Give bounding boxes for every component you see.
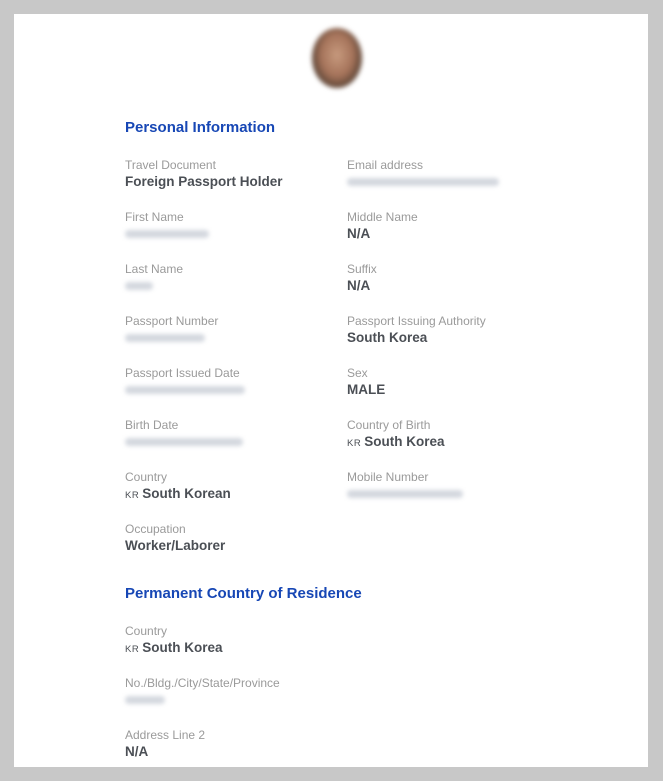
field-passport-number (125, 314, 335, 342)
suffix-label: Suffix (347, 262, 377, 276)
field-country-of-birth (347, 418, 557, 452)
field-first-name (125, 210, 335, 238)
suffix-value: N/A (347, 278, 371, 293)
country-of-birth-value (347, 433, 557, 452)
last-name-redacted-value (125, 282, 153, 290)
birth-date-label: Birth Date (125, 418, 179, 432)
sex-value: MALE (347, 382, 386, 397)
email-redacted-value (347, 178, 499, 186)
field-passport-issuing-authority (347, 314, 557, 346)
occupation-value: Worker/Laborer (125, 538, 226, 553)
address-line-2-label: Address Line 2 (125, 728, 206, 742)
last-name-label: Last Name (125, 262, 184, 276)
country-code: KR (125, 490, 140, 501)
country-of-birth-code: KR (347, 438, 362, 449)
middle-name-value: N/A (347, 226, 371, 241)
first-name-redacted-value (125, 230, 209, 238)
residence-country-label: Country (125, 624, 168, 638)
address-line-2-value: N/A (125, 744, 149, 759)
country-of-birth-name: South Korea (364, 434, 445, 449)
residence-country-value (125, 639, 335, 658)
field-email (347, 158, 557, 186)
sex-label: Sex (347, 366, 368, 380)
field-mobile-number (347, 470, 557, 498)
field-address-line-2 (125, 728, 335, 760)
field-country (125, 470, 335, 504)
field-last-name (125, 262, 335, 290)
mobile-number-redacted-value (347, 490, 463, 498)
address-line-1-label: No./Bldg./City/State/Province (125, 676, 280, 690)
birth-date-redacted-value (125, 438, 243, 446)
passport-number-label: Passport Number (125, 314, 219, 328)
passport-number-redacted-value (125, 334, 205, 342)
section-title-personal-information: Personal Information (125, 119, 276, 136)
occupation-label: Occupation (125, 522, 186, 536)
document-page (14, 14, 648, 767)
field-birth-date (125, 418, 335, 446)
travel-document-label: Travel Document (125, 158, 216, 172)
residence-country-code: KR (125, 644, 140, 655)
field-travel-document (125, 158, 335, 190)
address-line-1-redacted-value (125, 696, 165, 704)
field-residence-country (125, 624, 335, 658)
field-occupation (125, 522, 335, 554)
passport-authority-value: South Korea (347, 330, 428, 345)
first-name-label: First Name (125, 210, 184, 224)
field-address-line-1 (125, 676, 335, 704)
country-label: Country (125, 470, 168, 484)
country-value (125, 485, 335, 504)
field-middle-name (347, 210, 557, 242)
mobile-number-label: Mobile Number (347, 470, 429, 484)
passport-issued-date-label: Passport Issued Date (125, 366, 240, 380)
travel-document-value: Foreign Passport Holder (125, 174, 283, 189)
passport-authority-label: Passport Issuing Authority (347, 314, 486, 328)
passport-issued-date-redacted-value (125, 386, 245, 394)
field-passport-issued-date (125, 366, 335, 394)
residence-country-name: South Korea (142, 640, 223, 655)
middle-name-label: Middle Name (347, 210, 418, 224)
profile-photo (312, 28, 362, 88)
field-suffix (347, 262, 557, 294)
email-label: Email address (347, 158, 424, 172)
country-name: South Korean (142, 486, 231, 501)
country-of-birth-label: Country of Birth (347, 418, 431, 432)
section-title-permanent-residence: Permanent Country of Residence (125, 585, 362, 602)
field-sex (347, 366, 557, 398)
